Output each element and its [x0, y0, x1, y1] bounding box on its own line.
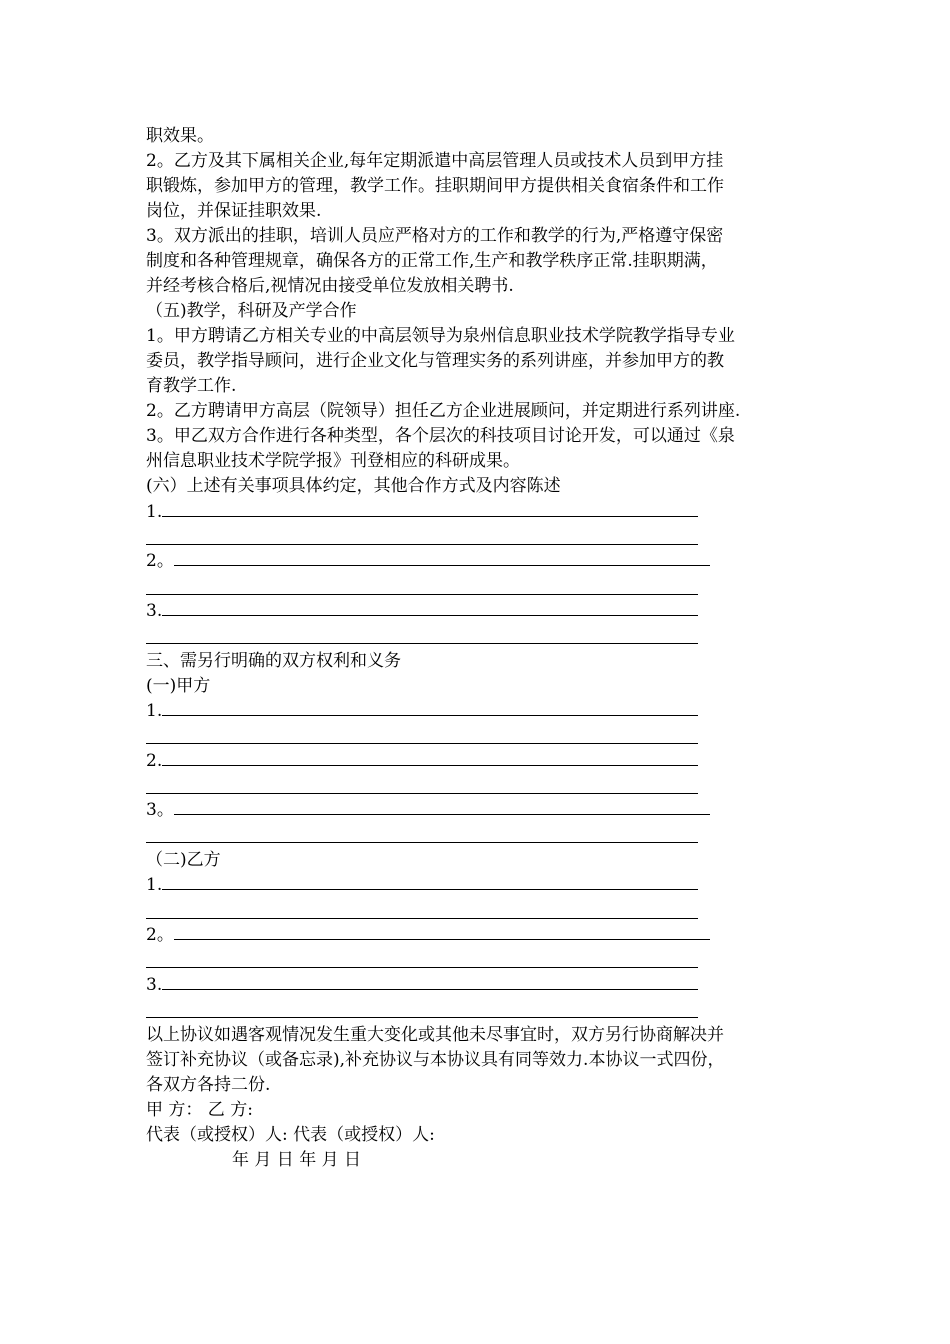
s5-clause-3-line-1: 3。甲乙双方合作进行各种类型，各个层次的科技项目讨论开发，可以通过《泉	[146, 426, 735, 446]
clause-2-line-3: 岗位，并保证挂职效果.	[146, 201, 322, 221]
section-6-heading: (六）上述有关事项具体约定，其他合作方式及内容陈述	[146, 476, 561, 496]
closing-line-1: 以上协议如遇客观情况发生重大变化或其他未尽事宜时，双方另行协商解决并	[146, 1025, 724, 1045]
fill-in-line[interactable]	[174, 550, 710, 566]
fill-in-line[interactable]	[146, 544, 698, 545]
fill-in-line[interactable]	[146, 643, 698, 644]
fill-in-line[interactable]	[146, 793, 698, 794]
party-a-item-3	[146, 798, 710, 822]
s5-clause-1-line-2: 委员，教学指导顾问，进行企业文化与管理实务的系列讲座，并参加甲方的教	[146, 351, 724, 371]
item-number: 1.	[146, 701, 163, 721]
clause-3-line-2: 制度和各种管理规章，确保各方的正常工作,生产和教学秩序正常.挂职期满，	[146, 251, 718, 271]
s5-clause-3-line-2: 州信息职业技术学院学报》刊登相应的科研成果。	[146, 451, 520, 471]
item-number: 1.	[146, 875, 163, 895]
fill-in-line[interactable]	[162, 600, 698, 616]
item-number: 3.	[146, 601, 163, 621]
section-5-heading: （五)教学，科研及产学合作	[146, 301, 357, 321]
fill-in-line[interactable]	[146, 967, 698, 968]
item-number: 2.	[146, 751, 163, 771]
fill-in-line[interactable]	[146, 918, 698, 919]
clause-2-line-2: 职锻炼，参加甲方的管理，教学工作。挂职期间甲方提供相关食宿条件和工作	[146, 176, 724, 196]
part-3-heading: 三、需另行明确的双方权利和义务	[146, 651, 401, 671]
s5-clause-1-line-1: 1。甲方聘请乙方相关专业的中高层领导为泉州信息职业技术学院教学指导专业	[146, 326, 735, 346]
clause-3-line-1: 3。双方派出的挂职，培训人员应严格对方的工作和教学的行为,严格遵守保密	[146, 226, 724, 246]
signature-dates: 年 月 日 年 月 日	[232, 1150, 362, 1170]
fill-in-line[interactable]	[162, 974, 698, 990]
paragraph-line: 职效果。	[146, 126, 214, 146]
clause-3-line-3: 并经考核合格后,视情况由接受单位发放相关聘书.	[146, 276, 514, 296]
party-b-item-1	[146, 873, 698, 897]
item-number: 3.	[146, 975, 163, 995]
closing-line-2: 签订补充协议（或备忘录),补充协议与本协议具有同等效力.本协议一式四份，	[146, 1050, 725, 1070]
s6-item-3	[146, 599, 698, 623]
party-a-heading: (一)甲方	[146, 676, 211, 696]
s5-clause-2-line-1: 2。乙方聘请甲方高层（院领导）担任乙方企业进展顾问，并定期进行系列讲座.	[146, 401, 741, 421]
party-b-item-2	[146, 923, 710, 947]
fill-in-line[interactable]	[146, 743, 698, 744]
s6-item-1	[146, 500, 698, 524]
s5-clause-1-line-3: 育教学工作.	[146, 376, 237, 396]
signature-parties: 甲 方： 乙 方:	[146, 1100, 253, 1120]
item-number: 2。	[146, 551, 174, 571]
closing-line-3: 各双方各持二份.	[146, 1075, 271, 1095]
fill-in-line[interactable]	[174, 799, 710, 815]
item-number: 1.	[146, 502, 163, 522]
fill-in-line[interactable]	[146, 842, 698, 843]
party-a-item-2	[146, 749, 698, 773]
party-a-item-1	[146, 699, 698, 723]
item-number: 3。	[146, 800, 174, 820]
clause-2-line-1: 2。乙方及其下属相关企业,每年定期派遣中高层管理人员或技术人员到甲方挂	[146, 151, 724, 171]
signature-representatives: 代表（或授权）人: 代表（或授权）人:	[146, 1125, 435, 1145]
fill-in-line[interactable]	[162, 501, 698, 517]
fill-in-line[interactable]	[146, 594, 698, 595]
fill-in-line[interactable]	[162, 700, 698, 716]
party-b-item-3	[146, 973, 698, 997]
fill-in-line[interactable]	[162, 750, 698, 766]
s6-item-2	[146, 549, 710, 573]
party-b-heading: （二)乙方	[146, 850, 221, 870]
fill-in-line[interactable]	[146, 1017, 698, 1018]
item-number: 2。	[146, 925, 174, 945]
fill-in-line[interactable]	[162, 874, 698, 890]
fill-in-line[interactable]	[174, 924, 710, 940]
